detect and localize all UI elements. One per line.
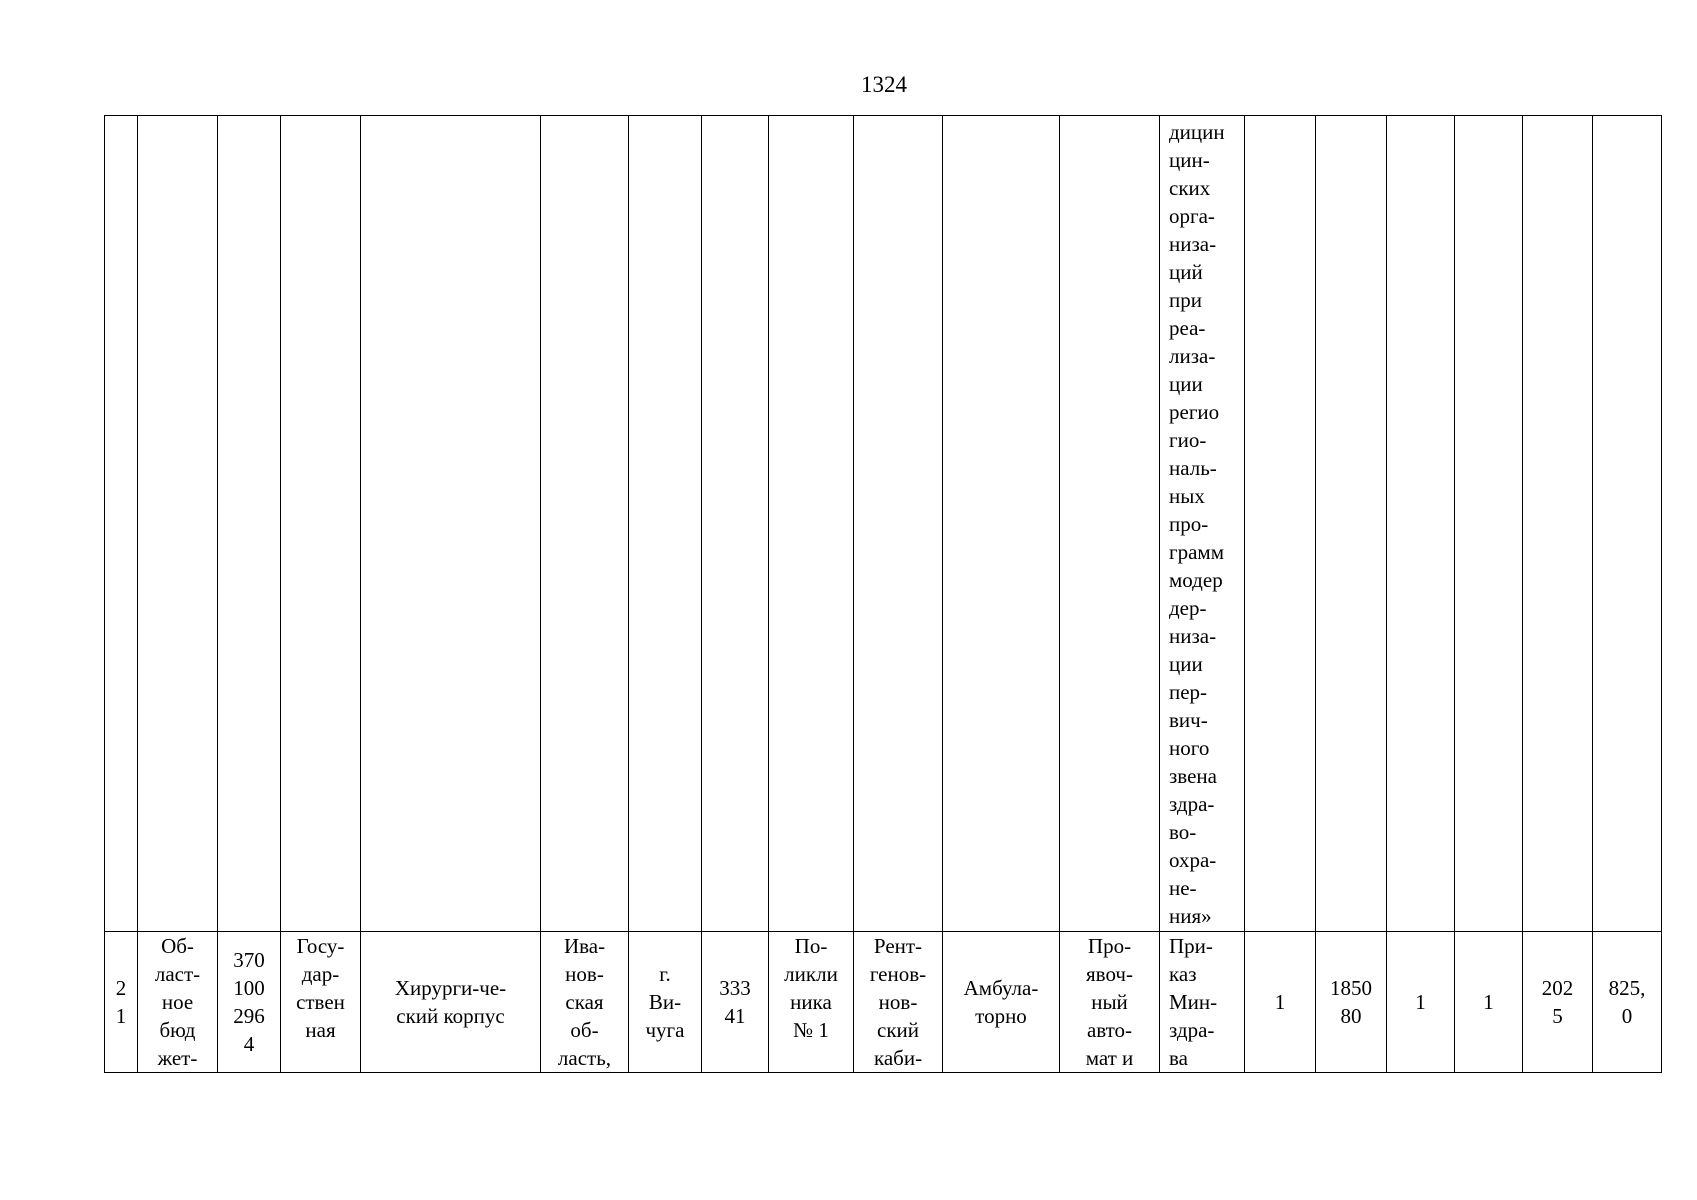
postcode-cell: 333 41 — [702, 932, 769, 1073]
region-cell: Ива- нов- ская об- ласть, — [541, 932, 629, 1073]
table-cell — [541, 116, 629, 932]
equipment-cell: Про- явоч- ный авто- мат и — [1060, 932, 1160, 1073]
table-cell — [218, 116, 281, 932]
basis-cell: При- каз Мин- здра- ва — [1160, 932, 1245, 1073]
table-cell — [629, 116, 702, 932]
page-number: 1324 — [861, 72, 907, 97]
table-cell — [105, 116, 138, 932]
room-cell: Рент- генов- нов- ский каби- — [854, 932, 943, 1073]
year-cell: 202 5 — [1523, 932, 1593, 1073]
table-cell — [138, 116, 218, 932]
equipment-table — [104, 115, 1662, 1073]
table-cell — [1316, 116, 1387, 932]
table-cell — [854, 116, 943, 932]
amount-cell: 825, 0 — [1593, 932, 1662, 1073]
table-cell — [1455, 116, 1523, 932]
continuation-row — [105, 116, 1662, 932]
table-cell — [1523, 116, 1593, 932]
count-cell: 1 — [1387, 932, 1455, 1073]
table-cell — [769, 116, 854, 932]
quantity-cell: 1 — [1245, 932, 1316, 1073]
table-cell — [943, 116, 1060, 932]
table-cell — [1387, 116, 1455, 932]
table-row-21 — [105, 932, 1662, 1073]
budget-cell: Об- ласт- ное бюд жет- — [138, 932, 218, 1073]
building-cell: Хирурги-че- ский корпус — [361, 932, 541, 1073]
ownership-cell: Госу- дар- ствен ная — [281, 932, 361, 1073]
count-cell-2: 1 — [1455, 932, 1523, 1073]
row-number-cell: 2 1 — [105, 932, 138, 1073]
care-type-cell: Амбула- торно — [943, 932, 1060, 1073]
table-cell — [361, 116, 541, 932]
table-cell — [1593, 116, 1662, 932]
table-cell — [1245, 116, 1316, 932]
inn-cell: 370 100 296 4 — [218, 932, 281, 1073]
division-cell: По- ликли ника № 1 — [769, 932, 854, 1073]
code-cell: 1850 80 — [1316, 932, 1387, 1073]
table-cell — [281, 116, 361, 932]
city-cell: г. Ви- чуга — [629, 932, 702, 1073]
basis-continuation-cell: дицин цин- ских орга- низа- ций при реа- лиза- ции регио гио- наль- ных про- грамм модер дер- низа- ции пер- вич- ного звена здра- во- охра- не- ния» — [1160, 116, 1245, 932]
table-cell — [702, 116, 769, 932]
table-cell — [1060, 116, 1160, 932]
